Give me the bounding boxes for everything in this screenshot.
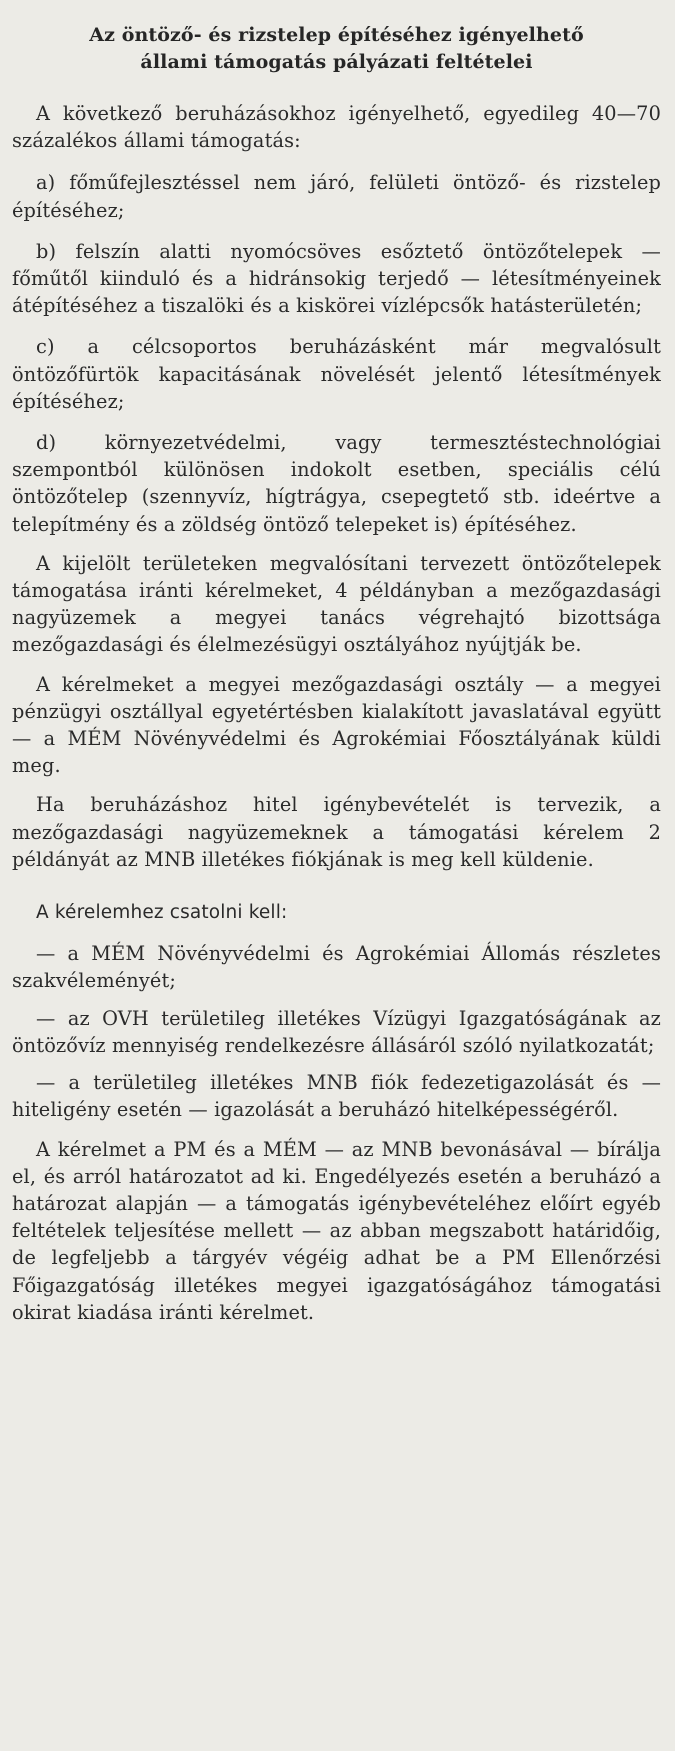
intro-paragraph: A következő beruházásokhoz igényelhető, egyedileg 40—70 százalékos állami támogatás: [12, 102, 661, 153]
attachment-item-2: — az OVH területileg illetékes Vízügyi Igazgatóságának az öntözővíz mennyiség rendelkezésre állásáról szóló nyilatkozatát; [12, 1006, 661, 1057]
credit-paragraph: Ha beruházáshoz hitel igénybevételét is tervezik, a mezőgazdasági nagyüzemeknek a támogatási kérelem 2 példányát az MNB illetékes fiókjának is meg kell küldenie. [12, 793, 661, 871]
attachments-heading: A kérelemhez csatolni kell: [36, 902, 288, 924]
forwarding-paragraph: A kérelmeket a megyei mezőgazdasági osztály — a megyei pénzügyi osztállyal egyetértésben kialakított javaslatával együtt — a MÉM Növényvédelmi és Agrokémiai Főosztályának küldi meg. [12, 672, 661, 778]
title-line-2: állami támogatás pályázati feltételei [140, 51, 533, 73]
submission-paragraph: A kijelölt területeken megvalósítani tervezett öntözőtelepek támogatása iránti kérelmeket, 4 példányban a mezőgazdasági nagyüzemek a megyei tanács végrehajtó bizottsága mezőgazdasági és élelmezésügyi osztályához nyújtják be. [12, 551, 661, 657]
item-b-paragraph: b) felszín alatti nyomócsöves esőztető öntözőtelepek — főműtől kiinduló és a hidránsokig terjedő — létesítményeinek átépítéséhez a tiszalöki és a kiskörei vízlépcsők hatásterületén; [12, 239, 661, 318]
item-d-paragraph: d) környezetvédelmi, vagy termesztéstechnológiai szempontból különösen indokolt esetben, speciális célú öntözőtelep (szennyvíz, hígtrágya, csepegtető stb. ideértve a telepítmény és a zöldség öntöző telepeket is) építéséhez. [12, 431, 661, 536]
article-title [12, 22, 661, 76]
item-a-paragraph: a) főműfejlesztéssel nem járó, felületi öntöző- és rizstelep építéséhez; [12, 171, 661, 222]
attachment-item-3: — a területileg illetékes MNB fiók fedezetigazolását és — hiteligény esetén — igazolását a beruházó hitelképességéről. [12, 1071, 661, 1122]
final-paragraph: A kérelmet a PM és a MÉM — az MNB bevonásával — bírálja el, és arról határozatot ad ki. Engedélyezés esetén a beruházó a határozat alapján — a támogatás igénybevételéhez előírt egyéb feltételek teljesítése mellett — az abban megszabott határidőig, de legfeljebb a tárgyév végéig adhat be a PM Ellenőrzési Főigazgatóság illetékes megyei igazgatóságához támogatási okirat kiadása iránti kérelmet. [12, 1137, 661, 1324]
title-line-1: Az öntöző- és rizstelep építéséhez igényelhető [89, 24, 584, 46]
attachment-item-1: — a MÉM Növényvédelmi és Agrokémiai Állomás részletes szakvéleményét; [12, 942, 661, 993]
item-c-paragraph: c) a célcsoportos beruházásként már megvalósult öntözőfürtök kapacitásának növelését jelentő létesítmények építéséhez; [12, 335, 661, 413]
